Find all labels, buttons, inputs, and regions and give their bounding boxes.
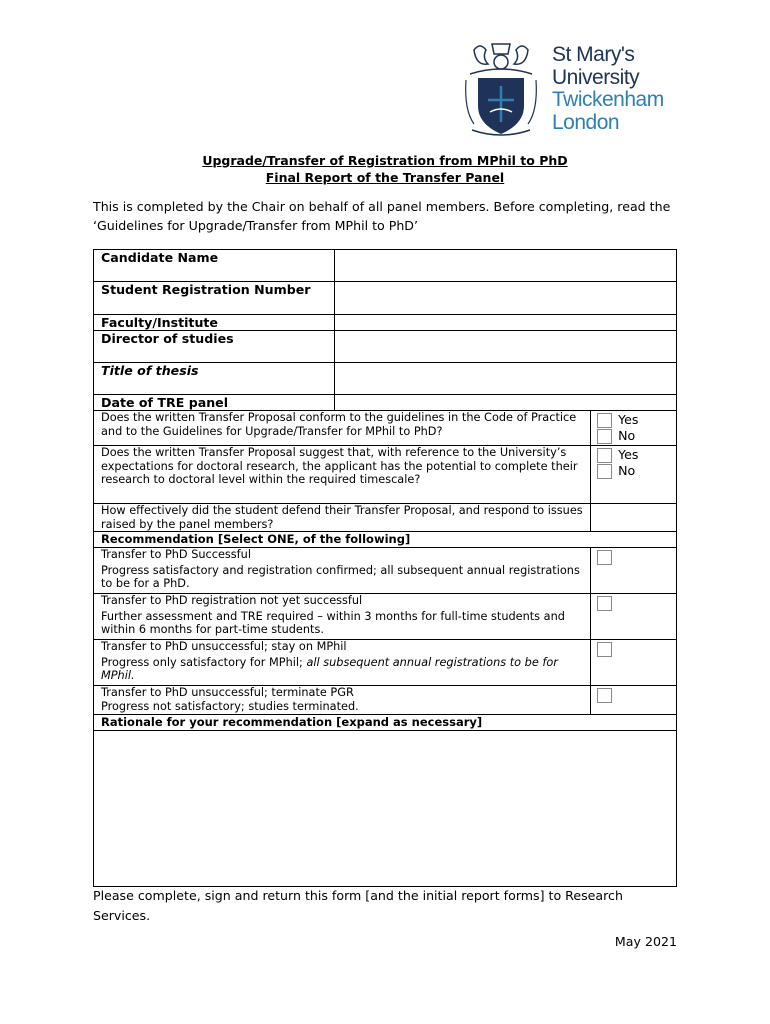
defence-answer-field[interactable] xyxy=(591,504,677,532)
director-field[interactable] xyxy=(334,331,676,363)
rationale-header: Rationale for your recommendation [expand as necessary] xyxy=(94,715,677,731)
form-date: May 2021 xyxy=(614,934,677,949)
yes-label: Yes xyxy=(618,412,639,427)
recommendation-option-cell xyxy=(591,640,677,686)
logo-wordmark xyxy=(552,44,664,134)
potential-yes-checkbox[interactable] xyxy=(597,448,612,463)
tre-date-field[interactable] xyxy=(334,395,676,411)
recommendation-option xyxy=(94,594,591,640)
student-registration-field[interactable] xyxy=(334,282,676,315)
tre-date-label: Date of TRE panel xyxy=(94,395,335,411)
option-detail-italic: all subsequent annual registrations to be for MPhil. xyxy=(101,655,558,683)
recommendation-header: Recommendation [Select ONE, of the following] xyxy=(94,532,677,548)
option-stay-mphil-checkbox[interactable] xyxy=(597,642,612,657)
logo-line: St Mary's xyxy=(552,43,635,66)
logo-line: London xyxy=(552,110,620,134)
recommendation-option xyxy=(94,548,591,594)
recommendation-option-cell xyxy=(591,594,677,640)
logo-line: University xyxy=(552,65,640,89)
recommendation-option-cell xyxy=(591,548,677,594)
university-logo xyxy=(462,40,682,140)
faculty-field[interactable] xyxy=(334,315,676,331)
question-potential: Does the written Transfer Proposal suggest that, with reference to the University’s expectations for doctoral research, the applicant has the potential to complete their research to doctoral level within the required timescale? xyxy=(94,446,591,504)
report-form-table xyxy=(93,249,677,887)
option-detail: Progress not satisfactory; studies terminated. xyxy=(101,699,359,713)
option-title: Transfer to PhD registration not yet successful xyxy=(101,594,363,608)
thesis-title-field[interactable] xyxy=(334,363,676,395)
no-label: No xyxy=(618,428,636,443)
conformity-answer xyxy=(591,411,677,446)
option-detail: Further assessment and TRE required – within 3 months for full-time students and within 6 months for part-time students. xyxy=(101,609,565,637)
rationale-field[interactable] xyxy=(94,731,677,887)
crest-icon xyxy=(462,40,540,140)
option-detail: Progress satisfactory and registration confirmed; all subsequent annual registrations to be for a PhD. xyxy=(101,563,580,591)
recommendation-option-cell xyxy=(591,686,677,715)
option-title: Transfer to PhD unsuccessful; stay on MPhil xyxy=(101,640,347,654)
recommendation-option xyxy=(94,640,591,686)
candidate-name-field[interactable] xyxy=(334,250,676,282)
form-subtitle: Final Report of the Transfer Panel xyxy=(265,170,505,185)
candidate-name-label: Candidate Name xyxy=(94,250,335,282)
option-terminate-checkbox[interactable] xyxy=(597,688,612,703)
conformity-no-checkbox[interactable] xyxy=(597,429,612,444)
footer-instructions: Please complete, sign and return this form [and the initial report forms] to Research Services. xyxy=(93,888,623,923)
faculty-label: Faculty/Institute xyxy=(94,315,335,331)
option-title: Transfer to PhD unsuccessful; terminate PGR xyxy=(101,686,354,700)
option-not-yet-checkbox[interactable] xyxy=(597,596,612,611)
student-registration-label: Student Registration Number xyxy=(94,282,335,315)
option-successful-checkbox[interactable] xyxy=(597,550,612,565)
question-conformity: Does the written Transfer Proposal conform to the guidelines in the Code of Practice and to the Guidelines for Upgrade/Transfer for MPhil to PhD? xyxy=(94,411,591,446)
recommendation-option xyxy=(94,686,591,715)
option-detail-text: Progress only satisfactory for MPhil; xyxy=(101,655,307,669)
logo-line: Twickenham xyxy=(552,88,664,111)
question-defence: How effectively did the student defend their Transfer Proposal, and respond to issues raised by the panel members? xyxy=(94,504,591,532)
potential-no-checkbox[interactable] xyxy=(597,464,612,479)
option-title: Transfer to PhD Successful xyxy=(101,548,251,562)
conformity-yes-checkbox[interactable] xyxy=(597,413,612,428)
potential-answer xyxy=(591,446,677,504)
no-label: No xyxy=(618,463,636,478)
thesis-title-label: Title of thesis xyxy=(94,363,335,395)
form-title: Upgrade/Transfer of Registration from MPhil to PhD xyxy=(202,153,568,168)
yes-label: Yes xyxy=(618,447,639,462)
intro-text: This is completed by the Chair on behalf of all panel members. Before completing, read the ‘Guidelines for Upgrade/Transfer from MPhil to PhD’ xyxy=(93,199,671,233)
option-detail xyxy=(101,656,583,683)
director-label: Director of studies xyxy=(94,331,335,363)
